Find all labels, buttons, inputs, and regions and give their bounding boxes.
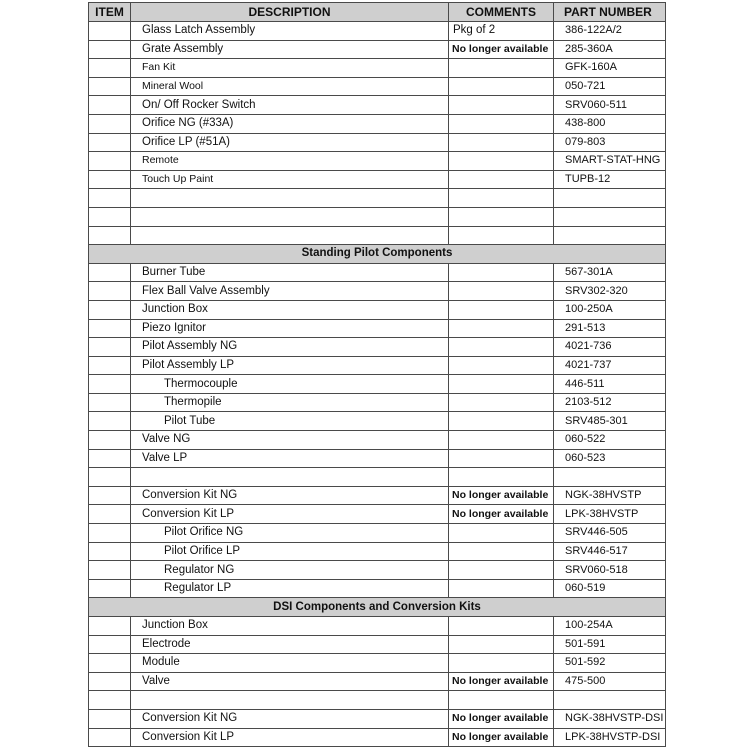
- item-cell: [89, 617, 131, 636]
- item-cell: [89, 152, 131, 171]
- blank-row: [89, 189, 666, 208]
- comments-cell: [449, 579, 554, 598]
- comments-cell: [449, 356, 554, 375]
- comments-cell: [449, 617, 554, 636]
- description-cell: Valve: [131, 672, 449, 691]
- comments-cell: [449, 77, 554, 96]
- comments-cell: [449, 170, 554, 189]
- description-cell: Junction Box: [131, 617, 449, 636]
- table-row: [89, 77, 666, 96]
- blank-cell: [131, 226, 449, 245]
- part-number-cell: 386-122A/2: [554, 22, 666, 41]
- comments-cell: No longer available: [449, 486, 554, 505]
- part-number-cell: SRV060-518: [554, 561, 666, 580]
- blank-cell: [131, 189, 449, 208]
- comments-cell: [449, 542, 554, 561]
- blank-cell: [449, 226, 554, 245]
- description-cell: Module: [131, 654, 449, 673]
- part-number-cell: SRV446-517: [554, 542, 666, 561]
- description-cell: Electrode: [131, 635, 449, 654]
- description-cell: Thermopile: [131, 393, 449, 412]
- part-number-cell: 501-592: [554, 654, 666, 673]
- item-cell: [89, 412, 131, 431]
- blank-row: [89, 226, 666, 245]
- table-row: [89, 96, 666, 115]
- blank-cell: [89, 207, 131, 226]
- blank-cell: [89, 468, 131, 487]
- description-cell: Valve LP: [131, 449, 449, 468]
- item-cell: [89, 579, 131, 598]
- description-cell: On/ Off Rocker Switch: [131, 96, 449, 115]
- description-cell: Pilot Orifice LP: [131, 542, 449, 561]
- item-cell: [89, 282, 131, 301]
- part-number-cell: SRV060-511: [554, 96, 666, 115]
- description-cell: Touch Up Paint: [131, 170, 449, 189]
- part-number-cell: 567-301A: [554, 263, 666, 282]
- item-cell: [89, 486, 131, 505]
- comments-cell: [449, 375, 554, 394]
- section-header-row: [89, 598, 666, 617]
- comments-cell: [449, 96, 554, 115]
- description-cell: Junction Box: [131, 300, 449, 319]
- item-cell: [89, 170, 131, 189]
- table-row: [89, 524, 666, 543]
- comments-cell: [449, 561, 554, 580]
- blank-cell: [449, 468, 554, 487]
- comments-cell: No longer available: [449, 709, 554, 728]
- item-cell: [89, 300, 131, 319]
- item-cell: [89, 59, 131, 78]
- part-number-cell: LPK-38HVSTP: [554, 505, 666, 524]
- part-number-cell: 285-360A: [554, 40, 666, 59]
- table-row: [89, 672, 666, 691]
- part-number-cell: 501-591: [554, 635, 666, 654]
- item-cell: [89, 319, 131, 338]
- table-row: [89, 617, 666, 636]
- comments-cell: [449, 152, 554, 171]
- header-description: DESCRIPTION: [131, 3, 449, 22]
- item-cell: [89, 449, 131, 468]
- table-row: [89, 654, 666, 673]
- blank-cell: [131, 468, 449, 487]
- item-cell: [89, 431, 131, 450]
- description-cell: Flex Ball Valve Assembly: [131, 282, 449, 301]
- part-number-cell: SRV302-320: [554, 282, 666, 301]
- description-cell: Orifice LP (#51A): [131, 133, 449, 152]
- comments-cell: [449, 114, 554, 133]
- comments-cell: [449, 319, 554, 338]
- comments-cell: [449, 133, 554, 152]
- description-cell: Conversion Kit LP: [131, 728, 449, 747]
- part-number-cell: 060-523: [554, 449, 666, 468]
- description-cell: Conversion Kit LP: [131, 505, 449, 524]
- comments-cell: [449, 449, 554, 468]
- part-number-cell: 446-511: [554, 375, 666, 394]
- comments-cell: [449, 300, 554, 319]
- item-cell: [89, 542, 131, 561]
- description-cell: Thermocouple: [131, 375, 449, 394]
- description-cell: Orifice NG (#33A): [131, 114, 449, 133]
- item-cell: [89, 22, 131, 41]
- blank-row: [89, 468, 666, 487]
- blank-cell: [449, 691, 554, 710]
- item-cell: [89, 114, 131, 133]
- item-cell: [89, 728, 131, 747]
- table-row: [89, 263, 666, 282]
- blank-cell: [449, 207, 554, 226]
- table-row: [89, 579, 666, 598]
- table-row: [89, 486, 666, 505]
- comments-cell: [449, 263, 554, 282]
- header-comments: COMMENTS: [449, 3, 554, 22]
- part-number-cell: SMART-STAT-HNG: [554, 152, 666, 171]
- description-cell: Regulator LP: [131, 579, 449, 598]
- part-number-cell: TUPB-12: [554, 170, 666, 189]
- item-cell: [89, 524, 131, 543]
- description-cell: Burner Tube: [131, 263, 449, 282]
- item-cell: [89, 96, 131, 115]
- table-row: [89, 449, 666, 468]
- description-cell: Conversion Kit NG: [131, 709, 449, 728]
- description-cell: Pilot Tube: [131, 412, 449, 431]
- comments-cell: No longer available: [449, 672, 554, 691]
- part-number-cell: 291-513: [554, 319, 666, 338]
- header-part-number: PART NUMBER: [554, 3, 666, 22]
- table-row: [89, 505, 666, 524]
- part-number-cell: 100-250A: [554, 300, 666, 319]
- part-number-cell: 060-519: [554, 579, 666, 598]
- comments-cell: [449, 282, 554, 301]
- description-cell: Regulator NG: [131, 561, 449, 580]
- item-cell: [89, 393, 131, 412]
- part-number-cell: 100-254A: [554, 617, 666, 636]
- item-cell: [89, 133, 131, 152]
- part-number-cell: 438-800: [554, 114, 666, 133]
- parts-list-sheet: [88, 2, 665, 747]
- comments-cell: [449, 654, 554, 673]
- item-cell: [89, 709, 131, 728]
- table-row: [89, 59, 666, 78]
- comments-cell: [449, 412, 554, 431]
- blank-cell: [554, 226, 666, 245]
- comments-cell: [449, 338, 554, 357]
- item-cell: [89, 505, 131, 524]
- table-row: [89, 170, 666, 189]
- item-cell: [89, 40, 131, 59]
- description-cell: Valve NG: [131, 431, 449, 450]
- description-cell: Pilot Assembly NG: [131, 338, 449, 357]
- comments-cell: [449, 431, 554, 450]
- blank-cell: [554, 207, 666, 226]
- item-cell: [89, 356, 131, 375]
- table-row: [89, 356, 666, 375]
- comments-cell: [449, 59, 554, 78]
- table-row: [89, 319, 666, 338]
- description-cell: Conversion Kit NG: [131, 486, 449, 505]
- table-row: [89, 40, 666, 59]
- description-cell: Grate Assembly: [131, 40, 449, 59]
- part-number-cell: GFK-160A: [554, 59, 666, 78]
- item-cell: [89, 654, 131, 673]
- table-row: [89, 22, 666, 41]
- item-cell: [89, 672, 131, 691]
- comments-cell: [449, 635, 554, 654]
- table-row: [89, 338, 666, 357]
- part-number-cell: 060-522: [554, 431, 666, 450]
- section-header-row: [89, 245, 666, 264]
- part-number-cell: 4021-736: [554, 338, 666, 357]
- blank-row: [89, 207, 666, 226]
- section-title: Standing Pilot Components: [89, 245, 666, 264]
- comments-cell: No longer available: [449, 728, 554, 747]
- part-number-cell: 475-500: [554, 672, 666, 691]
- table-row: [89, 709, 666, 728]
- item-cell: [89, 375, 131, 394]
- table-row: [89, 152, 666, 171]
- blank-cell: [89, 691, 131, 710]
- table-row: [89, 114, 666, 133]
- parts-table: [88, 2, 666, 747]
- blank-cell: [554, 468, 666, 487]
- table-row: [89, 635, 666, 654]
- comments-cell: No longer available: [449, 40, 554, 59]
- table-row: [89, 728, 666, 747]
- blank-cell: [131, 691, 449, 710]
- table-row: [89, 375, 666, 394]
- item-cell: [89, 561, 131, 580]
- table-row: [89, 393, 666, 412]
- part-number-cell: 2103-512: [554, 393, 666, 412]
- part-number-cell: SRV446-505: [554, 524, 666, 543]
- table-row: [89, 542, 666, 561]
- comments-cell: [449, 524, 554, 543]
- description-cell: Fan Kit: [131, 59, 449, 78]
- description-cell: Remote: [131, 152, 449, 171]
- item-cell: [89, 635, 131, 654]
- blank-cell: [449, 189, 554, 208]
- blank-cell: [554, 691, 666, 710]
- blank-cell: [89, 226, 131, 245]
- blank-cell: [89, 189, 131, 208]
- table-row: [89, 412, 666, 431]
- part-number-cell: 079-803: [554, 133, 666, 152]
- description-cell: Piezo Ignitor: [131, 319, 449, 338]
- section-title: DSI Components and Conversion Kits: [89, 598, 666, 617]
- table-row: [89, 431, 666, 450]
- table-row: [89, 282, 666, 301]
- blank-row: [89, 691, 666, 710]
- table-row: [89, 300, 666, 319]
- description-cell: Pilot Assembly LP: [131, 356, 449, 375]
- part-number-cell: SRV485-301: [554, 412, 666, 431]
- description-cell: Glass Latch Assembly: [131, 22, 449, 41]
- header-item: ITEM: [89, 3, 131, 22]
- description-cell: Mineral Wool: [131, 77, 449, 96]
- item-cell: [89, 77, 131, 96]
- comments-cell: [449, 393, 554, 412]
- table-header-row: [89, 3, 666, 22]
- blank-cell: [131, 207, 449, 226]
- description-cell: Pilot Orifice NG: [131, 524, 449, 543]
- table-row: [89, 561, 666, 580]
- item-cell: [89, 263, 131, 282]
- part-number-cell: 4021-737: [554, 356, 666, 375]
- part-number-cell: 050-721: [554, 77, 666, 96]
- comments-cell: Pkg of 2: [449, 22, 554, 41]
- blank-cell: [554, 189, 666, 208]
- table-row: [89, 133, 666, 152]
- part-number-cell: NGK-38HVSTP: [554, 486, 666, 505]
- item-cell: [89, 338, 131, 357]
- comments-cell: No longer available: [449, 505, 554, 524]
- part-number-cell: NGK-38HVSTP-DSI: [554, 709, 666, 728]
- part-number-cell: LPK-38HVSTP-DSI: [554, 728, 666, 747]
- table-body: [89, 22, 666, 747]
